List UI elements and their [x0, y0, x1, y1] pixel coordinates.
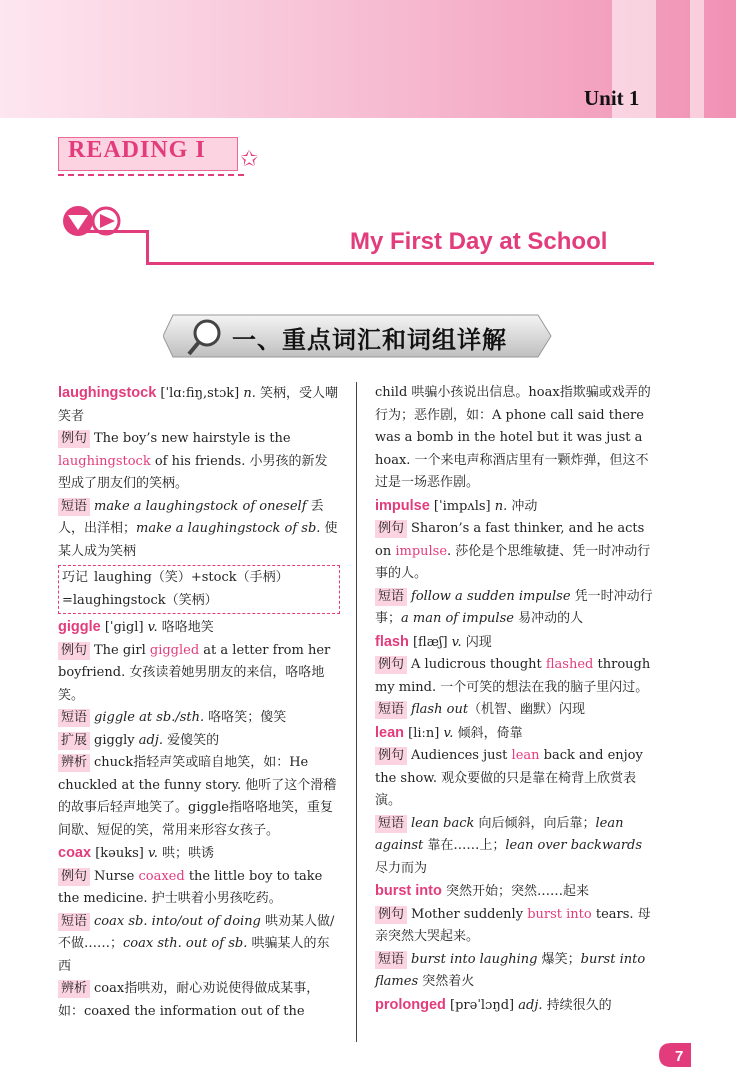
title-rule: [146, 230, 149, 264]
phrase: follow a sudden impulse: [411, 588, 571, 604]
entry-lean: [375, 722, 657, 746]
phrase: lean over backwards: [505, 838, 643, 853]
text: 爱傻笑的: [163, 732, 220, 748]
example: [375, 904, 657, 949]
tag-example: 例句: [375, 747, 407, 765]
text: 靠在……上；: [423, 838, 506, 853]
tag-memo: 巧记: [62, 570, 89, 585]
tag-phrase: 短语: [375, 815, 407, 833]
page-number-badge: [655, 1040, 695, 1070]
phrase: giggle at sb./sth.: [94, 710, 205, 725]
tag-example: 例句: [375, 520, 407, 538]
pos: v.: [451, 634, 462, 650]
text: 哄骗某人的东西: [58, 936, 330, 974]
text: 尽力而为: [375, 860, 428, 876]
phrase: lean back: [411, 815, 475, 831]
title-rule: [86, 230, 148, 233]
text: . 莎伦是个思维敏捷、凭一时冲动行事的人。: [375, 543, 651, 581]
tag-phrase: 短语: [375, 588, 407, 606]
definition: 哄；哄诱: [157, 846, 215, 861]
pos: v.: [147, 846, 158, 861]
phonetic: [ˈlɑːfiŋ,stɔk]: [156, 386, 244, 401]
text: through my mind. 一个可笑的想法在我的脑子里闪过。: [375, 657, 651, 695]
entry-laughingstock: [58, 382, 340, 428]
phonetic: [flæʃ]: [408, 634, 452, 650]
definition: 突然开始；突然……起来: [441, 884, 589, 899]
tag-distinction: 辨析: [58, 754, 90, 772]
text: Audiences just: [411, 748, 512, 763]
definition: 冲动: [507, 498, 538, 514]
phrases: [58, 707, 340, 730]
extension: [58, 730, 340, 753]
page-title: My First Day at School: [350, 228, 608, 255]
tag-phrase: 短语: [375, 701, 407, 719]
phrases: [375, 699, 657, 722]
page-number: 7: [675, 1048, 684, 1065]
phrase: flash out: [411, 702, 469, 717]
phrase: coax sb. into/out of doing: [94, 913, 261, 929]
headword: flash: [375, 633, 409, 650]
phonetic: [kəuks]: [91, 846, 148, 861]
text: 哄劝某人做/不做……；: [58, 913, 335, 951]
definition: 持续很久的: [542, 997, 612, 1013]
text: 咯咯笑；傻笑: [204, 710, 287, 725]
text: 向后倾斜，向后靠；: [474, 815, 596, 831]
text: Nurse: [94, 868, 139, 884]
phrases: [375, 949, 657, 994]
tag-example: 例句: [58, 642, 90, 660]
phrases: [375, 813, 657, 881]
double-arrow-icon: [60, 203, 128, 239]
distinction: [58, 978, 340, 1023]
example: [58, 640, 340, 708]
pos: adj.: [518, 997, 543, 1013]
definition: 咯咯地笑: [157, 620, 214, 635]
headword: coax: [58, 845, 92, 861]
star-icon: ✩: [240, 147, 259, 172]
headword: impulse: [375, 497, 430, 514]
text: Sharon’s a fast thinker, and he acts on: [375, 521, 645, 559]
right-column: [375, 382, 657, 1017]
tag-distinction: 辨析: [58, 980, 90, 998]
text: tears. 母亲突然大哭起来。: [375, 906, 651, 944]
example: [375, 745, 657, 813]
highlight: coaxed: [138, 868, 185, 884]
section-title: 一、重点词汇和词组详解: [232, 326, 507, 354]
entry-coax: [58, 842, 340, 866]
example: [58, 866, 340, 911]
text: The girl: [94, 642, 150, 658]
entry-giggle: [58, 616, 340, 640]
highlight: impulse: [395, 543, 448, 559]
phrases: [58, 496, 340, 564]
headword: laughingstock: [58, 385, 157, 401]
text: the little boy to take the medicine. 护士哄着小男孩吃药。: [58, 868, 323, 906]
phrases: [58, 911, 340, 979]
entry-burst-into: [375, 880, 657, 904]
definition: 倾斜，倚靠: [453, 725, 523, 741]
text: The boy’s new hairstyle is the: [94, 431, 291, 446]
tag-example: 例句: [375, 656, 407, 674]
text: coax指哄劝，耐心劝说使得做成某事，如：coaxed the information out of the: [58, 981, 320, 1019]
highlight: burst into: [527, 906, 592, 922]
headword: lean: [375, 724, 405, 741]
text: 使某人成为笑柄: [58, 521, 338, 559]
phonetic: [ˈgigl]: [100, 620, 148, 635]
highlight: laughingstock: [58, 453, 151, 469]
phrase: make a laughingstock of sb.: [136, 521, 321, 536]
tag-phrase: 短语: [58, 709, 90, 727]
text: 易冲动的人: [513, 611, 584, 626]
column-divider: [356, 382, 357, 1042]
pos: v.: [443, 725, 454, 741]
highlight: lean: [511, 748, 540, 763]
phrase: make a laughingstock of oneself: [94, 498, 307, 514]
phrases: [375, 586, 657, 631]
text: 凭一时冲动行事；: [375, 588, 653, 626]
text: at a letter from her boyfriend. 女孩读着她男朋友的来信，咯咯地笑。: [58, 642, 331, 703]
text: Mother suddenly: [411, 906, 528, 922]
pos: v.: [147, 620, 158, 635]
text: （机智、幽默）闪现: [468, 702, 586, 717]
example: [375, 518, 657, 586]
definition: 笑柄，受人嘲笑者: [58, 386, 339, 424]
memo-box: [58, 565, 340, 614]
pos: n.: [243, 386, 256, 401]
phonetic: [ˈimpʌls]: [429, 498, 495, 514]
tag-example: 例句: [58, 430, 90, 448]
phonetic: [liːn]: [404, 725, 444, 741]
pos: n.: [494, 498, 508, 514]
text: giggly: [94, 732, 139, 748]
headword: giggle: [58, 619, 101, 635]
tag-phrase: 短语: [58, 913, 90, 931]
entry-impulse: [375, 495, 657, 519]
example: [58, 428, 340, 496]
headword: burst into: [375, 883, 442, 899]
phrase: burst into flames: [375, 951, 646, 989]
pos: adj.: [138, 732, 164, 748]
tag-phrase: 短语: [375, 951, 407, 969]
phonetic: [prəˈlɔŋd]: [445, 997, 519, 1013]
text: chuck指轻声笑或暗自地笑，如：He chuckled at the funny story. 他听了这个滑稽的故事后轻声地笑了。giggle指咯咯地笑，重复间歇、短促的笑，常用来形容女孩子。: [58, 755, 337, 838]
highlight: giggled: [149, 642, 200, 658]
reading-label: READING I: [68, 137, 206, 163]
phrase: a man of impulse: [401, 611, 514, 626]
text: A ludicrous thought: [411, 657, 546, 672]
phrase: lean against: [375, 815, 624, 853]
continuation-text: child 哄骗小孩说出信息。hoax指欺骗或戏弄的行为；恶作剧，如：A phone call said there was a bomb in the hotel but it was just a hoax. 一个来电声称酒店里有一颗炸弹，但这不过是一场恶作剧。: [375, 385, 651, 490]
text: 丢人，出洋相；: [58, 498, 324, 536]
text: 爆笑；: [537, 951, 581, 967]
tag-example: 例句: [58, 868, 90, 886]
entry-flash: [375, 631, 657, 655]
distinction: [58, 752, 340, 842]
left-column: [58, 382, 340, 1023]
phrase: burst into laughing: [411, 951, 538, 967]
text: back and enjoy the show. 观众要做的只是靠在椅背上欣赏表演。: [375, 748, 643, 808]
tag-phrase: 短语: [58, 498, 90, 516]
highlight: flashed: [545, 657, 594, 672]
text: of his friends. 小男孩的新发型成了朋友们的笑柄。: [58, 453, 328, 491]
header-stripe: [690, 0, 704, 118]
tag-example: 例句: [375, 906, 407, 924]
text: 突然着火: [418, 974, 475, 989]
headword: prolonged: [375, 996, 446, 1013]
reading-underline: [58, 174, 244, 176]
tag-extension: 扩展: [58, 732, 90, 750]
phrase: coax sth. out of sb.: [123, 936, 248, 951]
definition: 闪现: [461, 634, 492, 650]
unit-label: Unit 1: [584, 86, 640, 110]
entry-prolonged: [375, 994, 657, 1018]
example: [375, 654, 657, 699]
text: laughing（笑）+stock（手柄）=laughingstock（笑柄）: [62, 570, 289, 608]
title-rule: [146, 262, 654, 265]
